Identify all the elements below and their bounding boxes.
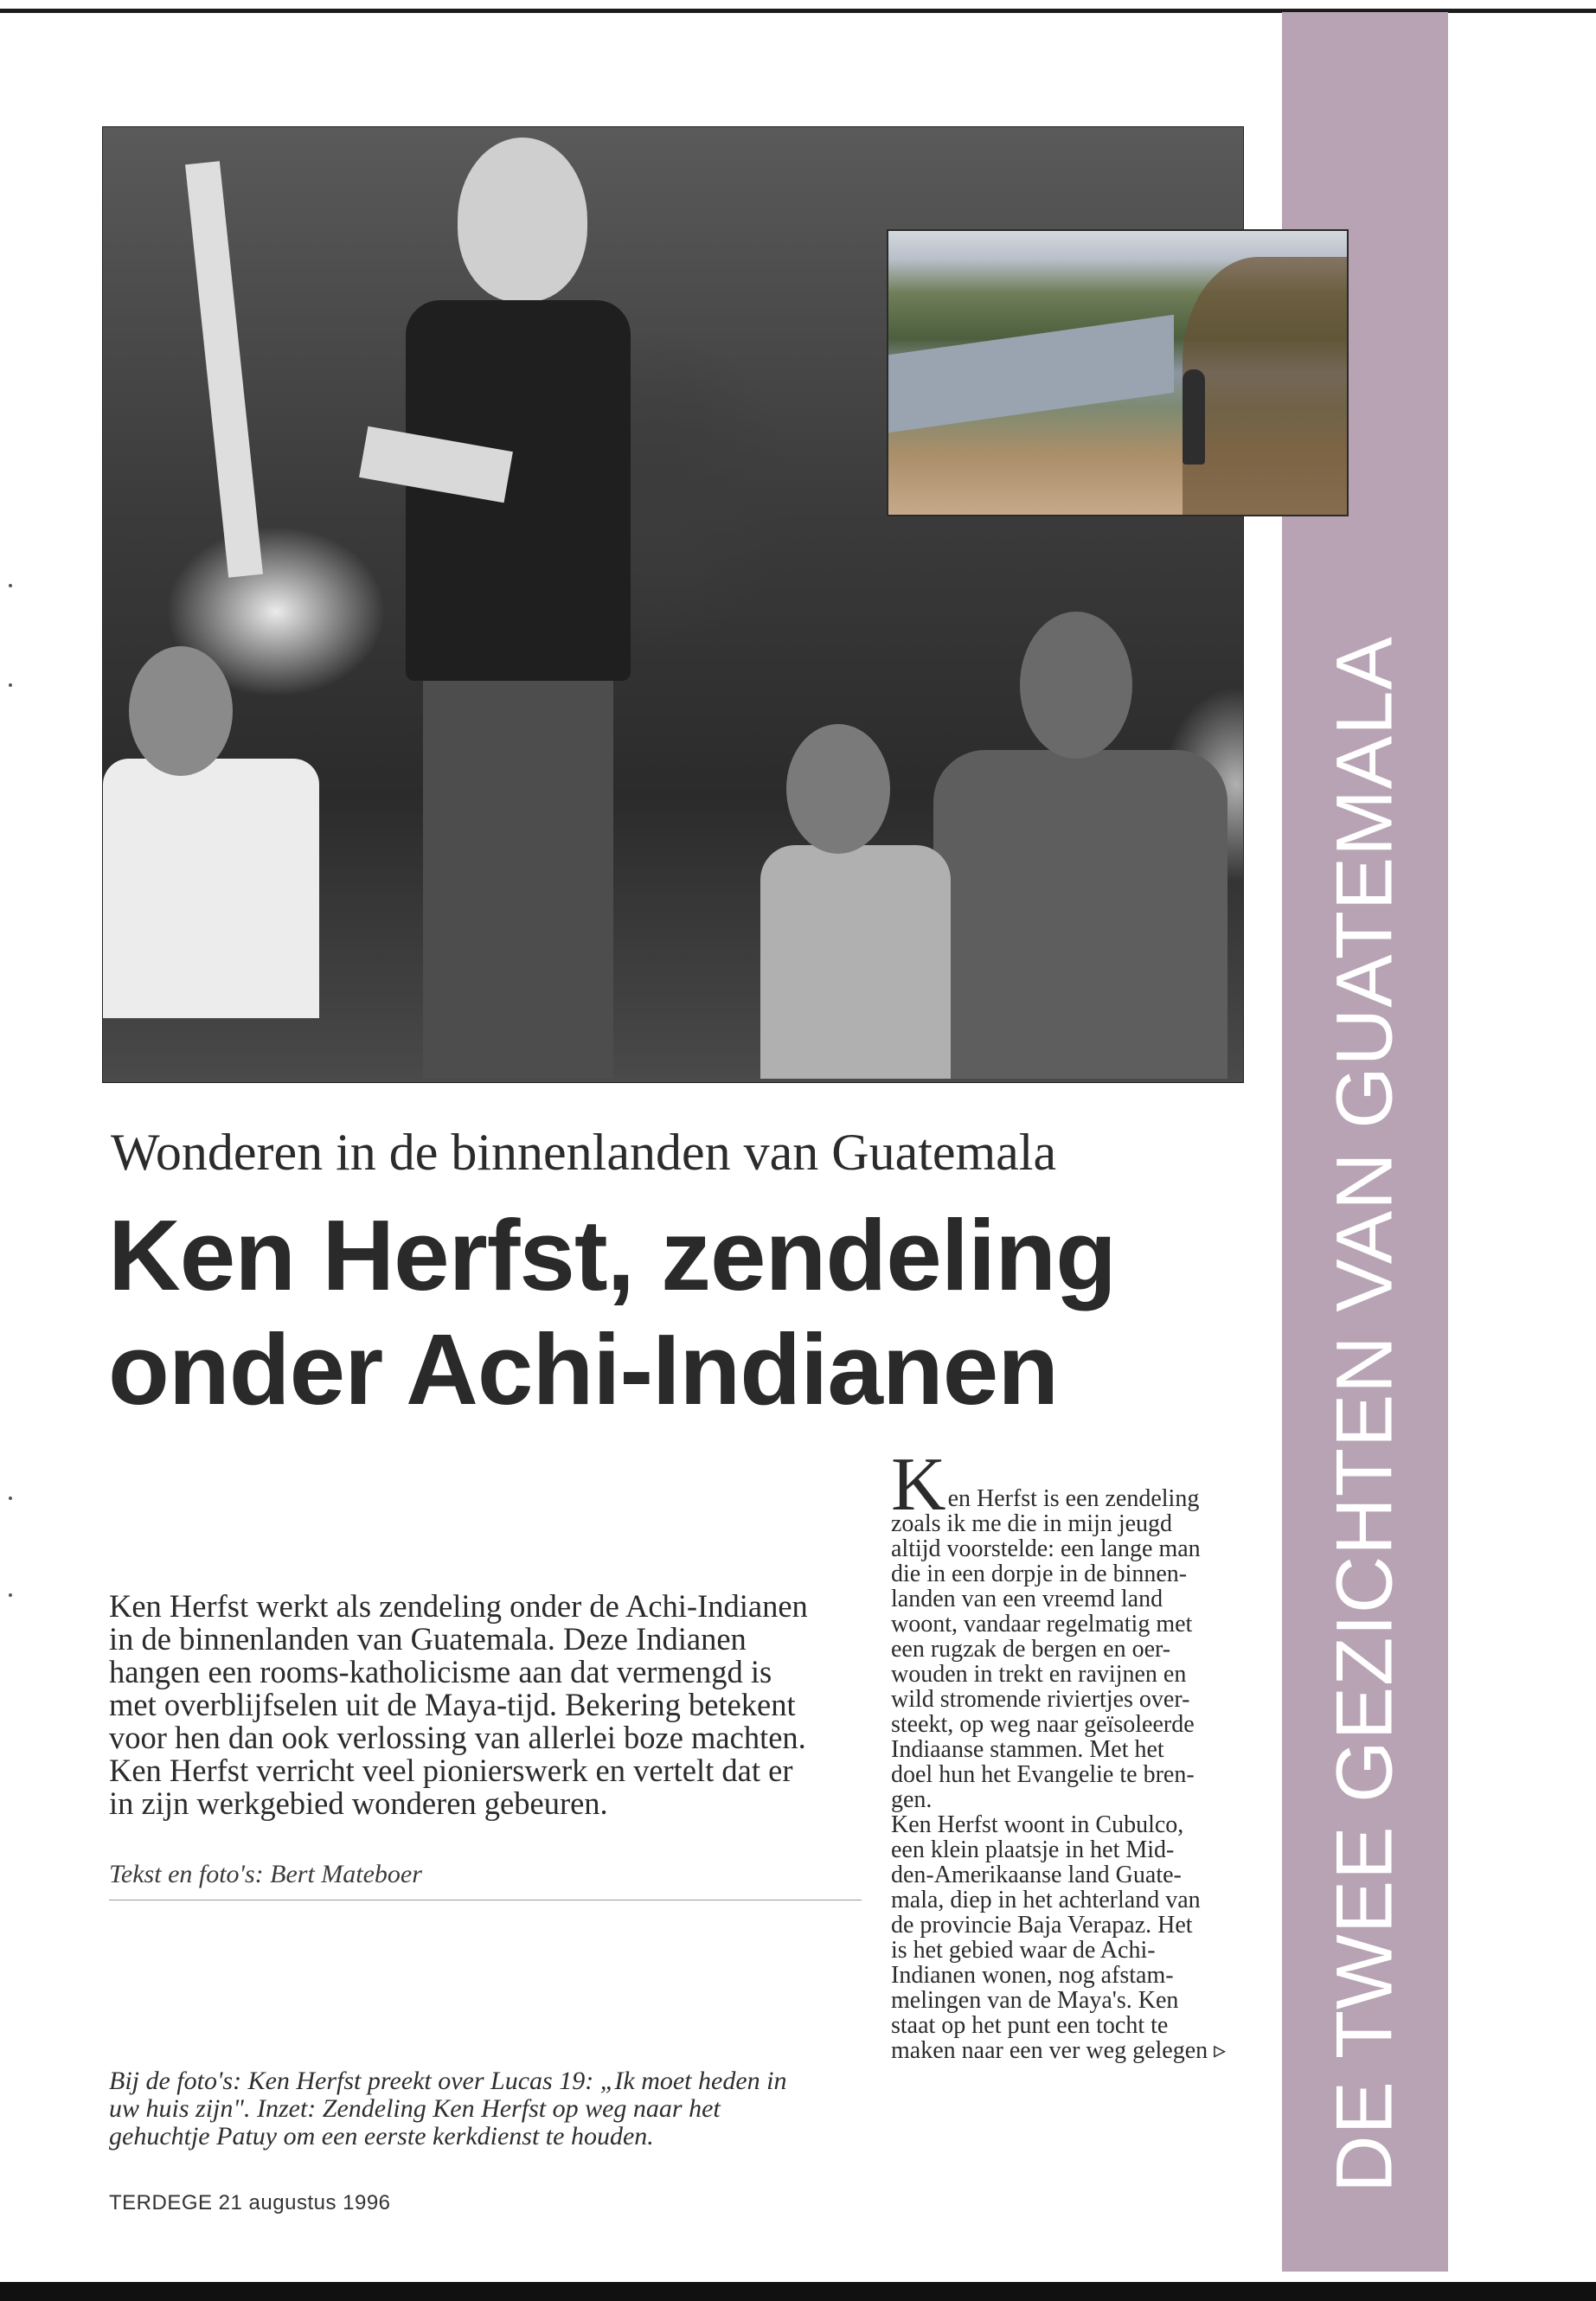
margin-mark (9, 584, 12, 587)
photo-woman-body (933, 750, 1227, 1079)
intro-line: met overblijfselen uit de Maya-tijd. Bekering betekent (109, 1687, 796, 1722)
photo-boy-body (103, 759, 319, 1018)
body-line: steekt, op weg naar geïsoleerde (891, 1711, 1195, 1738)
margin-mark (9, 1593, 12, 1597)
headline-line: Ken Herfst, zendeling (108, 1199, 1116, 1311)
body-line: zoals ik me die in mijn jeugd (891, 1510, 1173, 1537)
body-line: de provincie Baja Verapaz. Het (891, 1912, 1193, 1939)
intro-line: hangen een rooms-katholicisme aan dat vermengd is (109, 1654, 772, 1689)
drop-cap: K (891, 1443, 946, 1527)
bottom-rule (0, 2282, 1596, 2301)
body-first-line: Ken Herfst is een zendeling (891, 1443, 1200, 1527)
body-line: gen. (891, 1786, 933, 1813)
photo-caption (109, 2067, 870, 2150)
photo-hanging-cloth (185, 161, 263, 578)
photo-credit: Tekst en foto's: Bert Mateboer (109, 1860, 422, 1888)
inset-river (888, 315, 1174, 433)
body-line: Indiaanse stammen. Met het (891, 1736, 1164, 1763)
body-line: mala, diep in het achterland van (891, 1887, 1201, 1913)
caption-line: uw huis zijn". Inzet: Zendeling Ken Herfst op weg naar het (109, 2094, 721, 2123)
body-column (891, 1443, 1254, 2064)
article-kicker: Wonderen in de binnenlanden van Guatemala (111, 1124, 1057, 1181)
margin-mark (9, 1497, 12, 1500)
photo-girl-body (760, 845, 951, 1079)
intro-line: Ken Herfst verricht veel pionierswerk en vertelt dat er (109, 1753, 793, 1788)
body-line: landen van een vreemd land (891, 1586, 1163, 1612)
photo-girl-head (786, 724, 890, 854)
photo-boy-head (129, 646, 233, 776)
body-line: Indianen wonen, nog afstam- (891, 1962, 1174, 1989)
intro-line: in de binnenlanden van Guatemala. Deze Indianen (109, 1621, 747, 1657)
intro-line: Ken Herfst werkt als zendeling onder de Achi-Indianen (109, 1588, 808, 1624)
section-band-title: DE TWEE GEZICHTEN VAN GUATEMALA (1320, 636, 1409, 2193)
body-line: woont, vandaar regelmatig met (891, 1611, 1193, 1638)
article-intro (109, 1590, 870, 1820)
body-line: melingen van de Maya's. Ken (891, 1987, 1179, 2014)
body-line: wild stromende riviertjes over- (891, 1686, 1190, 1713)
body-line: den-Amerikaanse land Guate- (891, 1862, 1182, 1888)
margin-mark (9, 683, 12, 687)
inset-photo (887, 229, 1349, 516)
inset-walker (1183, 369, 1205, 465)
body-line: die in een dorpje in de binnen- (891, 1561, 1188, 1587)
caption-line: Bij de foto's: Ken Herfst preekt over Lucas 19: „Ik moet heden in (109, 2067, 787, 2095)
photo-missionary-head (458, 138, 587, 302)
photo-missionary-legs (423, 681, 613, 1079)
article-headline (108, 1198, 1267, 1426)
intro-line: in zijn werkgebied wonderen gebeuren. (109, 1785, 608, 1821)
body-line: een klein plaatsje in het Mid- (891, 1836, 1175, 1863)
intro-line: voor hen dan ook verlossing van allerlei boze machten. (109, 1720, 806, 1755)
caption-line: gehuchtje Patuy om een eerste kerkdienst te houden. (109, 2122, 654, 2150)
inset-hillside (1183, 257, 1349, 516)
body-line: is het gebied waar de Achi- (891, 1937, 1156, 1964)
photo-woman-head (1020, 612, 1132, 759)
body-line: maken naar een ver weg gelegen ▹ (891, 2037, 1227, 2064)
body-line: een rugzak de bergen en oer- (891, 1636, 1171, 1663)
body-line: staat op het punt een tocht te (891, 2012, 1169, 2039)
body-line: altijd voorstelde: een lange man (891, 1535, 1201, 1562)
headline-line: onder Achi-Indianen (108, 1313, 1059, 1426)
body-line: doel hun het Evangelie te bren- (891, 1761, 1195, 1788)
page-footer: TERDEGE 21 augustus 1996 (109, 2191, 391, 2214)
body-line: Ken Herfst woont in Cubulco, (891, 1811, 1184, 1838)
body-line: wouden in trekt en ravijnen en (891, 1661, 1187, 1688)
